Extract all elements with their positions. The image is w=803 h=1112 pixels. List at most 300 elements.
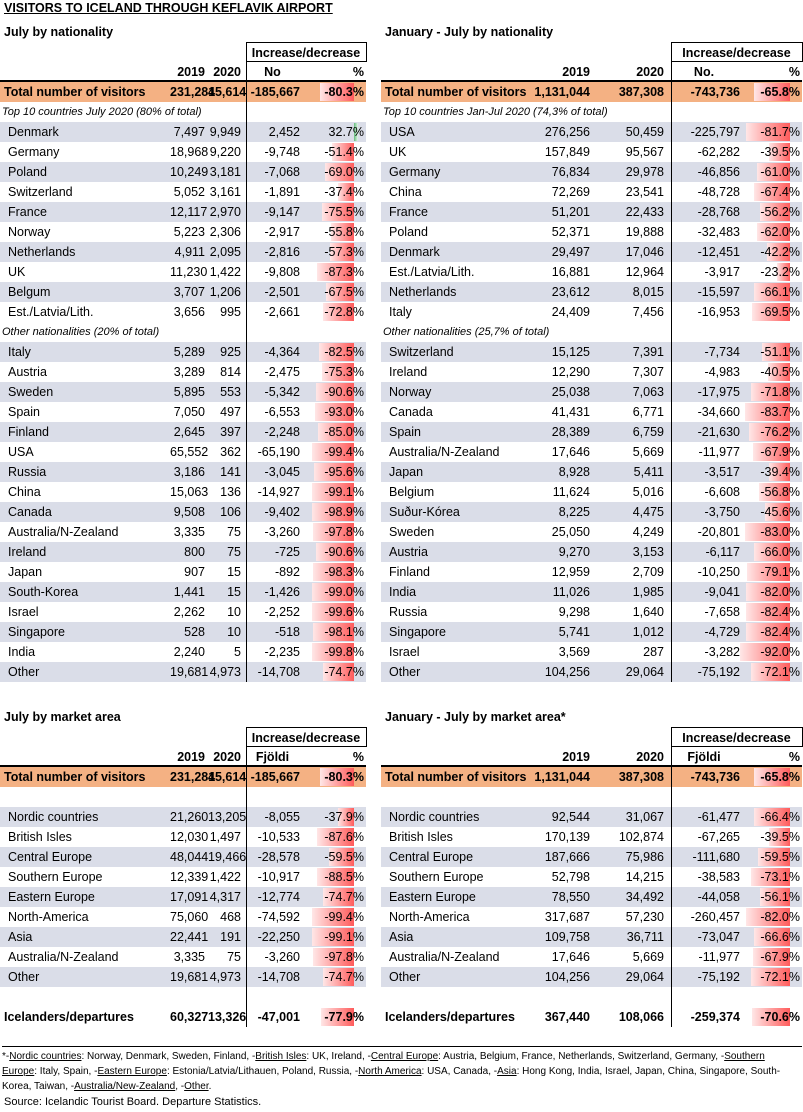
table-row bbox=[0, 807, 366, 827]
percent-value: -73.1% bbox=[760, 870, 800, 884]
footnote-text: : Norway, Denmark, Sweden, Finland, - bbox=[81, 1051, 256, 1062]
percent-cell bbox=[312, 302, 366, 322]
value-change: -9,808 bbox=[264, 265, 300, 279]
value-2020: 3,181 bbox=[209, 165, 241, 179]
table-row bbox=[381, 827, 802, 847]
percent-value: -99.4% bbox=[324, 910, 364, 924]
value-2020: 95,567 bbox=[625, 145, 664, 159]
value-2020: 13,205 bbox=[208, 810, 247, 824]
value-2020: 8,015 bbox=[632, 285, 664, 299]
value-change: -9,748 bbox=[264, 145, 300, 159]
percent-value: -67.4% bbox=[760, 185, 800, 199]
group-subtitle: Other nationalities (25,7% of total) bbox=[383, 326, 550, 338]
total-row bbox=[0, 767, 366, 787]
row-label: Australia/N-Zealand bbox=[8, 950, 119, 964]
row-label: Germany bbox=[8, 145, 60, 159]
value-2020: 5,669 bbox=[632, 445, 664, 459]
value-change: -44,058 bbox=[697, 890, 740, 904]
column-divider bbox=[671, 42, 672, 682]
column-divider bbox=[671, 727, 672, 1027]
value-change: -10,917 bbox=[257, 870, 300, 884]
footnote-term: Asia bbox=[497, 1066, 517, 1077]
row-label: Norway bbox=[389, 385, 432, 399]
value-2019: 4,911 bbox=[174, 245, 205, 259]
value-change: -15,597 bbox=[697, 285, 740, 299]
col-header-percent: % bbox=[352, 750, 364, 764]
value-2020: 5 bbox=[234, 645, 241, 659]
value-2020: 1,497 bbox=[209, 830, 241, 844]
percent-cell bbox=[312, 967, 366, 987]
percent-cell bbox=[312, 142, 366, 162]
footnote-term: Other bbox=[184, 1081, 209, 1092]
table-row bbox=[381, 402, 802, 422]
row-label: Russia bbox=[389, 605, 428, 619]
table-row bbox=[381, 262, 802, 282]
value-2019: 12,339 bbox=[170, 870, 209, 884]
percent-value: -39.5% bbox=[760, 830, 800, 844]
table-row bbox=[381, 302, 802, 322]
percent-cell bbox=[736, 662, 802, 682]
row-label: Poland bbox=[8, 165, 47, 179]
row-label: China bbox=[8, 485, 41, 499]
percent-cell bbox=[736, 542, 802, 562]
col-header-2020: 2020 bbox=[636, 65, 664, 79]
percent-value: -82.0% bbox=[760, 585, 800, 599]
percent-cell bbox=[312, 502, 366, 522]
value-2019: 3,289 bbox=[173, 365, 205, 379]
value-2019: 52,371 bbox=[551, 225, 590, 239]
value-change: -2,661 bbox=[264, 305, 300, 319]
footnote-term: Australia/New-Zealand bbox=[74, 1081, 176, 1092]
value-change: -518 bbox=[274, 625, 300, 639]
group-subtitle-row bbox=[0, 322, 366, 342]
table-row bbox=[0, 182, 366, 202]
col-header-number: Fjöldi bbox=[687, 750, 721, 764]
value-2019: 1,441 bbox=[173, 585, 205, 599]
value-2019: 19,681 bbox=[170, 970, 209, 984]
value-2020: 7,307 bbox=[632, 365, 664, 379]
value-2020: 4,475 bbox=[632, 505, 664, 519]
value-2020: 31,067 bbox=[625, 810, 664, 824]
percent-value: -69.0% bbox=[324, 165, 364, 179]
percent-cell bbox=[312, 482, 366, 502]
value-change: -28,578 bbox=[257, 850, 300, 864]
value-2020: 29,978 bbox=[625, 165, 664, 179]
percent-value: -56.1% bbox=[760, 890, 800, 904]
value-2019: 52,798 bbox=[551, 870, 590, 884]
percent-cell bbox=[312, 362, 366, 382]
value-change: -743,736 bbox=[690, 85, 740, 99]
percent-cell bbox=[312, 82, 366, 102]
table-row bbox=[381, 602, 802, 622]
value-2019: 17,646 bbox=[551, 950, 590, 964]
value-2020: 45,614 bbox=[208, 85, 247, 99]
table-row bbox=[0, 242, 366, 262]
value-2019: 231,281 bbox=[170, 85, 216, 99]
value-2019: 75,060 bbox=[170, 910, 209, 924]
value-2019: 28,389 bbox=[551, 425, 590, 439]
value-change: -46,856 bbox=[697, 165, 740, 179]
value-change: -20,801 bbox=[697, 525, 740, 539]
value-change: -10,250 bbox=[697, 565, 740, 579]
value-change: -6,117 bbox=[705, 545, 740, 559]
value-2019: 157,849 bbox=[544, 145, 590, 159]
value-2019: 51,201 bbox=[551, 205, 590, 219]
row-label: Asia bbox=[8, 930, 33, 944]
row-label: Netherlands bbox=[389, 285, 457, 299]
row-label: Spain bbox=[389, 425, 421, 439]
col-header-percent: % bbox=[788, 750, 800, 764]
table-row bbox=[381, 362, 802, 382]
percent-cell bbox=[736, 162, 802, 182]
value-change: -3,517 bbox=[704, 465, 740, 479]
value-change: -75,192 bbox=[697, 665, 740, 679]
value-2020: 75 bbox=[227, 525, 241, 539]
row-label: Nordic countries bbox=[389, 810, 480, 824]
percent-value: -66.4% bbox=[760, 810, 800, 824]
value-change: -32,483 bbox=[697, 225, 740, 239]
percent-value: -93.0% bbox=[324, 405, 364, 419]
value-2019: 9,508 bbox=[173, 505, 205, 519]
percent-value: -90.6% bbox=[324, 545, 364, 559]
value-2019: 12,959 bbox=[551, 565, 590, 579]
table-title-row bbox=[0, 707, 366, 727]
value-2019: 7,050 bbox=[173, 405, 205, 419]
row-label: Total number of visitors bbox=[4, 770, 146, 784]
percent-value: -87.3% bbox=[324, 265, 364, 279]
group-subtitle-row bbox=[0, 102, 366, 122]
table-title-row bbox=[381, 22, 802, 42]
percent-cell bbox=[312, 887, 366, 907]
table-title: July by nationality bbox=[4, 25, 114, 39]
value-2019: 3,335 bbox=[173, 950, 205, 964]
table-row bbox=[0, 887, 366, 907]
value-2019: 317,687 bbox=[544, 910, 590, 924]
row-label: Central Europe bbox=[389, 850, 474, 864]
percent-cell bbox=[312, 662, 366, 682]
table-row bbox=[381, 947, 802, 967]
percent-value: -83.7% bbox=[760, 405, 800, 419]
col-header-2019: 2019 bbox=[177, 750, 205, 764]
percent-value: -82.4% bbox=[760, 625, 800, 639]
page-title: VISITORS TO ICELAND THROUGH KEFLAVIK AIRPORT bbox=[4, 1, 333, 15]
value-2020: 2,970 bbox=[209, 205, 241, 219]
value-change: -74,592 bbox=[257, 910, 300, 924]
value-2019: 2,645 bbox=[173, 425, 205, 439]
value-2020: 14,215 bbox=[625, 870, 664, 884]
percent-cell bbox=[312, 767, 366, 787]
percent-value: -74.7% bbox=[324, 665, 364, 679]
percent-cell bbox=[312, 562, 366, 582]
percent-cell bbox=[736, 502, 802, 522]
col-header-2019: 2019 bbox=[562, 65, 590, 79]
table-row bbox=[381, 382, 802, 402]
increase-decrease-header: Increase/decrease bbox=[671, 42, 802, 62]
value-2019: 800 bbox=[184, 545, 205, 559]
value-change: -28,768 bbox=[697, 205, 740, 219]
value-change: -10,533 bbox=[257, 830, 300, 844]
value-change: -21,630 bbox=[697, 425, 740, 439]
percent-cell bbox=[312, 262, 366, 282]
value-2020: 7,456 bbox=[632, 305, 664, 319]
row-label: Other bbox=[389, 665, 421, 679]
value-change: -185,667 bbox=[250, 770, 300, 784]
percent-cell bbox=[736, 242, 802, 262]
percent-cell bbox=[736, 222, 802, 242]
row-label: Finland bbox=[389, 565, 430, 579]
value-2019: 12,117 bbox=[170, 205, 208, 219]
value-2019: 17,091 bbox=[170, 890, 209, 904]
value-2020: 75 bbox=[227, 950, 241, 964]
group-subtitle: Top 10 countries July 2020 (80% of total) bbox=[2, 106, 202, 118]
value-2020: 4,249 bbox=[632, 525, 664, 539]
increase-decrease-header: Increase/decrease bbox=[671, 727, 802, 747]
row-label: Ireland bbox=[8, 545, 47, 559]
column-divider bbox=[366, 42, 367, 62]
percent-value: -59.5% bbox=[760, 850, 800, 864]
percent-value: -42.2% bbox=[760, 245, 800, 259]
percent-cell bbox=[736, 122, 802, 142]
percent-cell bbox=[312, 847, 366, 867]
value-2020: 1,206 bbox=[209, 285, 241, 299]
spacer-row bbox=[381, 987, 802, 1007]
footnote-text: : Austria, Belgium, France, Netherlands, Switzerland, Germany, - bbox=[438, 1051, 725, 1062]
value-2020: 45,614 bbox=[208, 770, 247, 784]
row-label: Finland bbox=[8, 425, 49, 439]
value-change: -73,047 bbox=[697, 930, 740, 944]
table-row bbox=[381, 182, 802, 202]
value-change: -7,734 bbox=[704, 345, 740, 359]
table-row bbox=[381, 927, 802, 947]
percent-value: -99.8% bbox=[324, 645, 364, 659]
value-change: -62,282 bbox=[697, 145, 740, 159]
row-label: Singapore bbox=[8, 625, 65, 639]
row-label: Other bbox=[8, 665, 40, 679]
value-2019: 9,298 bbox=[558, 605, 590, 619]
value-2020: 553 bbox=[220, 385, 241, 399]
percent-cell bbox=[312, 542, 366, 562]
percent-value: -75.3% bbox=[324, 365, 364, 379]
row-label: Poland bbox=[389, 225, 428, 239]
percent-cell bbox=[312, 422, 366, 442]
row-label: Other bbox=[389, 970, 421, 984]
value-change: -11,977 bbox=[698, 445, 740, 459]
value-change: -9,147 bbox=[264, 205, 300, 219]
percent-cell bbox=[312, 1007, 366, 1027]
value-change: -7,068 bbox=[264, 165, 300, 179]
value-2019: 22,441 bbox=[170, 930, 209, 944]
percent-value: -95.6% bbox=[324, 465, 364, 479]
percent-value: -45.6% bbox=[760, 505, 800, 519]
percent-value: -67.5% bbox=[324, 285, 364, 299]
table-row bbox=[381, 967, 802, 987]
table-row bbox=[381, 482, 802, 502]
column-header-row bbox=[381, 747, 802, 767]
table-row bbox=[381, 502, 802, 522]
row-label: Japan bbox=[389, 465, 424, 479]
row-label: Netherlands bbox=[8, 245, 76, 259]
increase-decrease-header: Increase/decrease bbox=[246, 727, 366, 747]
value-2019: 12,290 bbox=[551, 365, 590, 379]
value-change: -259,374 bbox=[690, 1010, 740, 1024]
total-row bbox=[0, 82, 366, 102]
group-subtitle-row bbox=[381, 102, 802, 122]
table-row bbox=[0, 522, 366, 542]
percent-cell bbox=[736, 602, 802, 622]
value-change: -3,045 bbox=[264, 465, 300, 479]
row-label: Icelanders/departures bbox=[385, 1010, 515, 1024]
row-label: Switzerland bbox=[389, 345, 454, 359]
value-2020: 23,541 bbox=[625, 185, 664, 199]
table-row bbox=[0, 482, 366, 502]
value-change: -260,457 bbox=[690, 910, 740, 924]
col-header-number: Fjöldi bbox=[255, 750, 290, 764]
row-label: South-Korea bbox=[8, 585, 79, 599]
table-row bbox=[381, 867, 802, 887]
value-2020: 17,046 bbox=[625, 245, 664, 259]
header-row bbox=[381, 727, 802, 747]
percent-value: -74.7% bbox=[324, 970, 364, 984]
column-divider bbox=[246, 727, 247, 1027]
value-change: -14,927 bbox=[257, 485, 300, 499]
value-change: -9,041 bbox=[704, 585, 740, 599]
percent-value: -67.9% bbox=[760, 950, 800, 964]
value-2020: 5,016 bbox=[632, 485, 664, 499]
value-change: -892 bbox=[274, 565, 300, 579]
value-2020: 1,012 bbox=[632, 625, 664, 639]
percent-value: -92.0% bbox=[760, 645, 800, 659]
percent-value: -37.4% bbox=[324, 185, 364, 199]
percent-value: -39.5% bbox=[760, 145, 800, 159]
row-label: Austria bbox=[389, 545, 428, 559]
table-july-market bbox=[0, 707, 366, 1027]
percent-value: -55.8% bbox=[324, 225, 364, 239]
footnote-text: : Estonia/Latvia/Lithauen, Poland, Russia, - bbox=[166, 1066, 359, 1077]
row-label: Southern Europe bbox=[8, 870, 103, 884]
table-row bbox=[381, 142, 802, 162]
row-label: Austria bbox=[8, 365, 47, 379]
table-row bbox=[0, 262, 366, 282]
value-2019: 41,431 bbox=[551, 405, 590, 419]
percent-cell bbox=[736, 1007, 802, 1027]
group-subtitle-row bbox=[381, 787, 802, 807]
value-2020: 57,230 bbox=[625, 910, 664, 924]
percent-cell bbox=[736, 142, 802, 162]
value-2019: 8,928 bbox=[558, 465, 590, 479]
increase-decrease-header: Increase/decrease bbox=[246, 42, 366, 62]
value-2019: 231,281 bbox=[170, 770, 216, 784]
footnote-term: Nordic countries bbox=[9, 1051, 82, 1062]
value-2019: 11,624 bbox=[552, 485, 590, 499]
column-divider bbox=[366, 727, 367, 747]
table-row bbox=[381, 622, 802, 642]
value-2019: 528 bbox=[184, 625, 205, 639]
percent-value: -99.1% bbox=[324, 930, 364, 944]
percent-value: -66.1% bbox=[760, 285, 800, 299]
row-label: Sweden bbox=[389, 525, 435, 539]
value-change: -4,983 bbox=[704, 365, 740, 379]
icelanders-row bbox=[381, 1007, 802, 1027]
table-row bbox=[0, 222, 366, 242]
footnote-term: Eastern Europe bbox=[97, 1066, 167, 1077]
value-2020: 10 bbox=[227, 625, 241, 639]
percent-value: -72.1% bbox=[760, 665, 800, 679]
value-2019: 15,125 bbox=[551, 345, 590, 359]
value-2019: 11,230 bbox=[170, 265, 208, 279]
row-label: North-America bbox=[8, 910, 89, 924]
table-row bbox=[381, 442, 802, 462]
percent-value: -75.5% bbox=[324, 205, 364, 219]
value-2020: 75 bbox=[227, 545, 241, 559]
value-2020: 15 bbox=[227, 585, 241, 599]
value-2020: 50,459 bbox=[625, 125, 664, 139]
value-2019: 24,409 bbox=[551, 305, 590, 319]
percent-cell bbox=[312, 382, 366, 402]
percent-value: -97.8% bbox=[324, 525, 364, 539]
value-change: -12,774 bbox=[257, 890, 300, 904]
percent-cell bbox=[736, 342, 802, 362]
value-2019: 3,656 bbox=[173, 305, 205, 319]
table-jan-jul-market bbox=[381, 707, 802, 1027]
percent-value: -59.5% bbox=[324, 850, 364, 864]
value-2020: 13,326 bbox=[208, 1010, 247, 1024]
value-change: -7,658 bbox=[704, 605, 740, 619]
value-2019: 5,741 bbox=[558, 625, 590, 639]
percent-cell bbox=[736, 767, 802, 787]
source-note: Source: Icelandic Tourist Board. Departure Statistics. bbox=[4, 1096, 262, 1108]
value-2019: 3,186 bbox=[173, 465, 205, 479]
value-2020: 3,161 bbox=[209, 185, 241, 199]
value-2020: 19,466 bbox=[208, 850, 247, 864]
percent-cell bbox=[312, 342, 366, 362]
percent-value: -51.1% bbox=[760, 345, 800, 359]
value-2019: 276,256 bbox=[544, 125, 590, 139]
row-label: Australia/N-Zealand bbox=[389, 950, 500, 964]
value-change: -61,477 bbox=[697, 810, 740, 824]
percent-value: -81.7% bbox=[760, 125, 800, 139]
group-subtitle: Top 10 countries Jan-Jul 2020 (74,3% of total) bbox=[383, 106, 608, 118]
percent-cell bbox=[312, 282, 366, 302]
row-label: Central Europe bbox=[8, 850, 93, 864]
row-label: Israel bbox=[8, 605, 39, 619]
table-title: January - July by market area* bbox=[385, 710, 566, 724]
value-change: -3,282 bbox=[704, 645, 740, 659]
value-change: -14,708 bbox=[257, 665, 300, 679]
value-change: -4,729 bbox=[704, 625, 740, 639]
table-row bbox=[0, 927, 366, 947]
value-change: -6,608 bbox=[704, 485, 740, 499]
value-change: -48,728 bbox=[697, 185, 740, 199]
table-row bbox=[0, 947, 366, 967]
value-2019: 10,249 bbox=[170, 165, 209, 179]
value-2020: 2,709 bbox=[632, 565, 664, 579]
value-change: -17,975 bbox=[697, 385, 740, 399]
value-change: -725 bbox=[274, 545, 300, 559]
value-2020: 4,973 bbox=[209, 970, 241, 984]
footnote-term: Central Europe bbox=[370, 1051, 439, 1062]
percent-cell bbox=[736, 927, 802, 947]
value-2019: 65,552 bbox=[170, 445, 209, 459]
percent-cell bbox=[312, 462, 366, 482]
percent-cell bbox=[312, 807, 366, 827]
row-label: Norway bbox=[8, 225, 51, 239]
value-2020: 15 bbox=[227, 565, 241, 579]
value-2019: 5,223 bbox=[173, 225, 205, 239]
value-2019: 367,440 bbox=[544, 1010, 590, 1024]
value-2020: 362 bbox=[220, 445, 241, 459]
value-change: -2,917 bbox=[264, 225, 300, 239]
value-2019: 19,681 bbox=[170, 665, 209, 679]
